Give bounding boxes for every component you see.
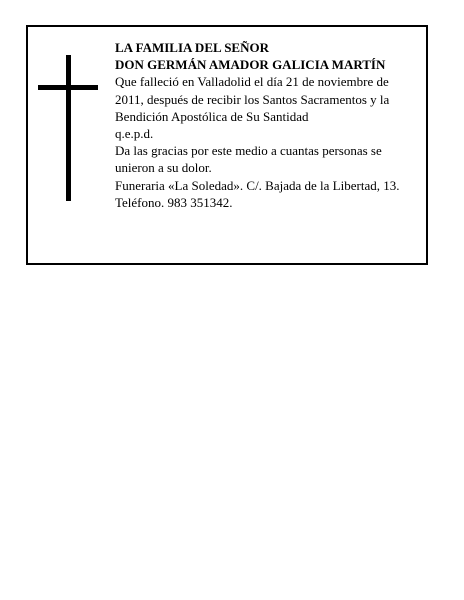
body-line-benediction: Bendición Apostólica de Su Santidad: [115, 108, 309, 124]
body-line-phone: Teléfono. 983 351342.: [115, 194, 233, 210]
body-line-death-notice: Que falleció en Valladolid el día 21 de noviembre de: [115, 74, 389, 90]
body-line-thanks: Da las gracias por este medio a cuantas personas se: [115, 143, 382, 159]
cross-vertical-bar: [66, 55, 71, 201]
notice-text: [115, 39, 415, 211]
body-line-thanks-cont: unieron a su dolor.: [115, 160, 212, 176]
cross-icon: [38, 55, 98, 201]
obituary-notice: [26, 25, 428, 265]
cross-horizontal-bar: [38, 85, 98, 90]
heading-family: LA FAMILIA DEL SEÑOR: [115, 40, 269, 55]
body-line-funeral-home: Funeraria «La Soledad». C/. Bajada de la Libertad, 13.: [115, 177, 400, 193]
body-line-sacraments: 2011, después de recibir los Santos Sacramentos y la: [115, 91, 390, 107]
heading-deceased-name: DON GERMÁN AMADOR GALICIA MARTÍN: [115, 57, 386, 73]
body-line-rip: q.e.p.d.: [115, 126, 154, 142]
